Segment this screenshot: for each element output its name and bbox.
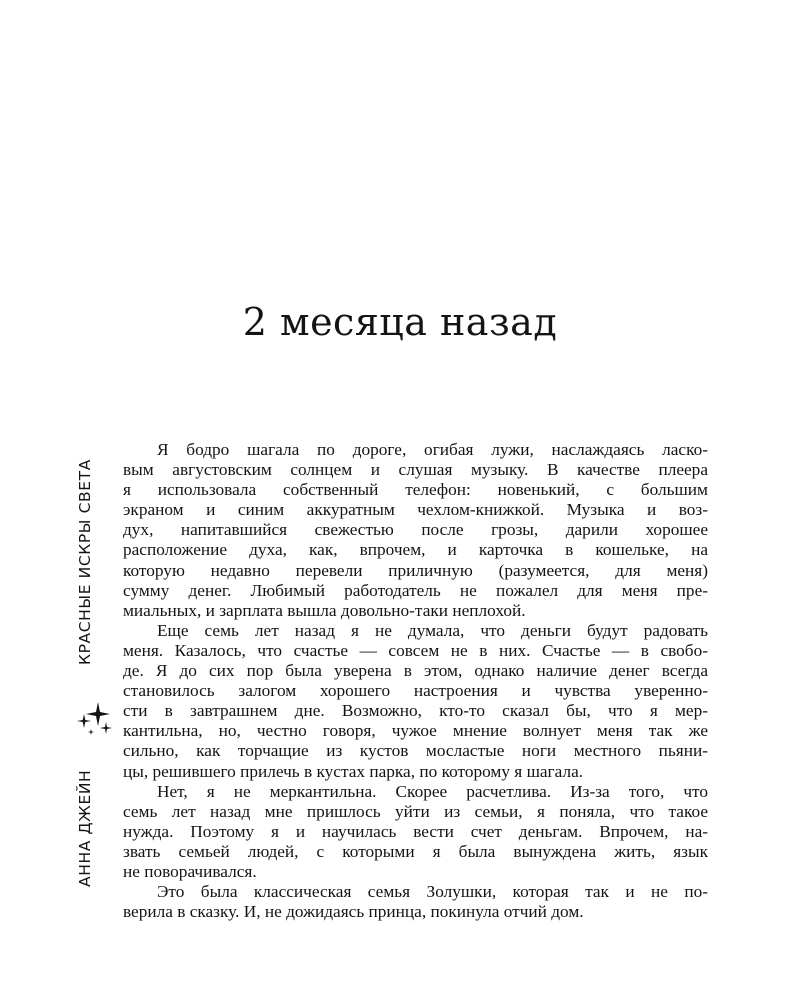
chapter-body: [123, 440, 708, 922]
series-title: КРАСНЫЕ ИСКРЫ СВЕТА: [76, 459, 94, 665]
text-line: становилось залогом хорошего настроения и чувства уверенно-: [123, 681, 708, 701]
text-line: Нет, я не меркантильна. Скорее расчетлива. Из-за того, что: [157, 781, 708, 801]
text-line: семь лет назад мне пришлось уйти из семьи, я поняла, что такое: [123, 801, 708, 821]
text-line: сти в завтрашнем дне. Возможно, кто-то сказал бы, что я мер-: [123, 701, 708, 721]
text-line: нужда. Поэтому я и научилась вести счет деньгам. Впрочем, на-: [123, 821, 708, 841]
text-line: Я бодро шагала по дороге, огибая лужи, наслаждаясь ласко-: [157, 440, 708, 459]
text-line: кантильна, но, честно говоря, чужое мнение волнует меня так же: [123, 721, 708, 741]
text-line: де. Я до сих пор была уверена в этом, однако наличие денег всегда: [123, 661, 708, 681]
text-line: Еще семь лет назад я не думала, что деньги будут радовать: [157, 620, 708, 640]
text-line: дух, напитавшийся свежестью после грозы, дарили хорошее: [123, 520, 708, 540]
text-line: расположение духа, как, впрочем, и карточка в кошельке, на: [123, 540, 708, 560]
author-name: АННА ДЖЕЙН: [76, 769, 94, 887]
text-line: звать семьей людей, с которыми я была вынуждена жить, язык: [123, 841, 708, 861]
chapter-title: 2 месяца назад: [242, 300, 558, 344]
text-line: Это была классическая семья Золушки, которая так и не по-: [157, 882, 708, 902]
text-line: я использовала собственный телефон: новенький, с большим: [123, 480, 708, 500]
text-line: не поворачивался.: [123, 861, 257, 881]
text-line: сильно, как торчащие из кустов мосластые ноги местного пьяни-: [123, 741, 708, 761]
text-line: верила в сказку. И, не дожидаясь принца, покинула отчий дом.: [123, 902, 584, 922]
text-line: миальных, и зарплата вышла довольно-таки неплохой.: [123, 600, 526, 620]
text-line: вым августовским солнцем и слушая музыку. В качестве плеера: [123, 460, 708, 480]
text-line: сумму денег. Любимый работодатель не пожалел для меня пре-: [123, 580, 708, 600]
text-line: которую недавно перевели приличную (разумеется, для меня): [123, 560, 708, 580]
running-head-sidebar: [76, 442, 106, 902]
sparkle-stars-icon: [76, 700, 114, 736]
text-line: цы, решившего прилечь в кустах парка, по которому я шагала.: [123, 761, 584, 781]
text-line: меня. Казалось, что счастье — совсем не в них. Счастье — в свобо-: [123, 640, 708, 660]
text-line: экраном и синим аккуратным чехлом-книжкой. Музыка и воз-: [123, 500, 708, 520]
